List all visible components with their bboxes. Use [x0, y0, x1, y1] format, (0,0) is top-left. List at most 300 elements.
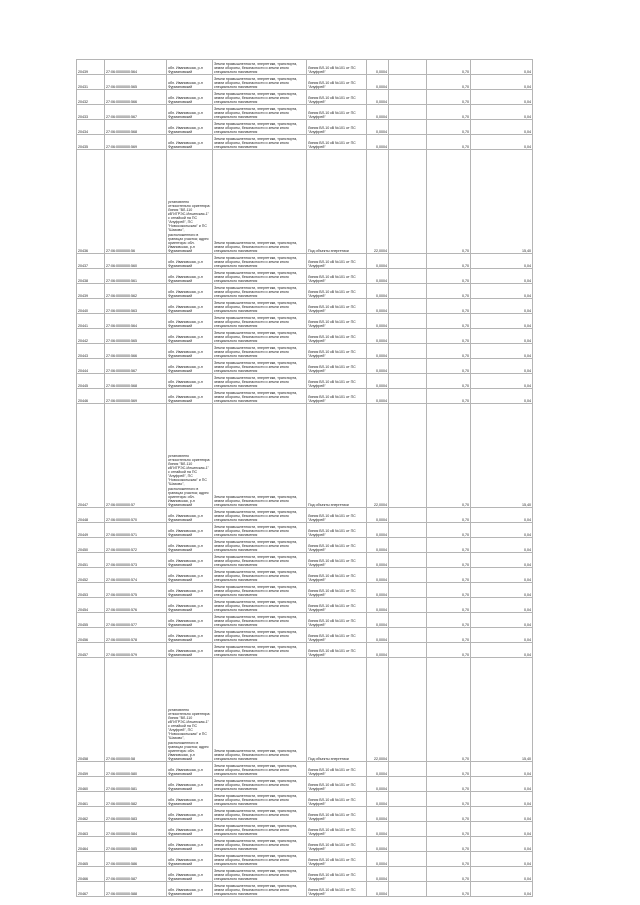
address-cell: обл. Ивановская, р-н Фурмановский [167, 329, 213, 344]
rate-value-cell: 0,70 [427, 523, 471, 538]
address-cell: обл. Ивановская, р-н Фурмановский [167, 60, 213, 75]
empty-cell-cell [389, 553, 427, 568]
rate-value-cell: 0,70 [427, 254, 471, 269]
rate-value-cell: 0,70 [427, 269, 471, 284]
address-cell: обл. Ивановская, р-н Фурмановский [167, 508, 213, 523]
address-cell: обл. Ивановская, р-н Фурмановский [167, 105, 213, 120]
table-row [77, 284, 533, 299]
amount-value-cell: 0,04 [471, 538, 533, 553]
land-category-cell: Земли промышленности, энергетики, транспорта, земли обороны, безопасности и земли иного специального назначения [213, 837, 307, 852]
empty-cell-cell [389, 389, 427, 404]
permitted-use-cell: Линия ВЛ-10 кВ №101 от ПС "Ануфрей" [307, 120, 367, 135]
permitted-use-cell: Линия ВЛ-10 кВ №101 от ПС "Ануфрей" [307, 60, 367, 75]
area-value-cell: 0,0004 [367, 60, 389, 75]
address-cell: обл. Ивановская, р-н Фурмановский [167, 852, 213, 867]
cadastral-number-cell: 27:06:0000000:580 [105, 762, 167, 777]
land-category-cell: Земли промышленности, энергетики, транспорта, земли обороны, безопасности и земли иного специального назначения [213, 150, 307, 254]
amount-value-cell: 0,04 [471, 882, 533, 897]
area-value-cell: 0,0004 [367, 598, 389, 613]
permitted-use-cell: Линия ВЛ-10 кВ №101 от ПС "Ануфрей" [307, 254, 367, 269]
amount-value-cell: 0,04 [471, 284, 533, 299]
amount-value-cell: 0,04 [471, 568, 533, 583]
land-category-cell: Земли промышленности, энергетики, транспорта, земли обороны, безопасности и земли иного специального назначения [213, 299, 307, 314]
address-cell: обл. Ивановская, р-н Фурмановский [167, 75, 213, 90]
cadastral-number-cell: 27:06:0000000:578 [105, 628, 167, 643]
row-id-cell: 20445 [77, 374, 105, 389]
address-cell: обл. Ивановская, р-н Фурмановский [167, 882, 213, 897]
address-cell: обл. Ивановская, р-н Фурмановский [167, 807, 213, 822]
land-category-cell: Земли промышленности, энергетики, транспорта, земли обороны, безопасности и земли иного специального назначения [213, 135, 307, 150]
amount-value-cell: 0,04 [471, 822, 533, 837]
row-id-cell: 20432 [77, 90, 105, 105]
area-value-cell: 0,0004 [367, 523, 389, 538]
amount-value-cell: 0,04 [471, 553, 533, 568]
address-cell: обл. Ивановская, р-н Фурмановский [167, 374, 213, 389]
address-cell: обл. Ивановская, р-н Фурмановский [167, 643, 213, 658]
area-value-cell: 0,0004 [367, 269, 389, 284]
empty-cell-cell [389, 60, 427, 75]
amount-value-cell: 0,04 [471, 777, 533, 792]
rate-value-cell: 0,70 [427, 643, 471, 658]
area-value-cell: 0,0004 [367, 254, 389, 269]
row-id-cell: 20450 [77, 538, 105, 553]
row-id-cell: 20458 [77, 658, 105, 762]
permitted-use-cell: Линия ВЛ-10 кВ №101 от ПС "Ануфрей" [307, 643, 367, 658]
address-cell: обл. Ивановская, р-н Фурмановский [167, 613, 213, 628]
table-row [77, 299, 533, 314]
land-category-cell: Земли промышленности, энергетики, транспорта, земли обороны, безопасности и земли иного специального назначения [213, 254, 307, 269]
cadastral-number-cell: 27:06:0000000:564 [105, 60, 167, 75]
permitted-use-cell: Линия ВЛ-10 кВ №101 от ПС "Ануфрей" [307, 583, 367, 598]
rate-value-cell: 0,70 [427, 150, 471, 254]
address-cell: обл. Ивановская, р-н Фурмановский [167, 568, 213, 583]
row-id-cell: 20451 [77, 553, 105, 568]
amount-value-cell: 15,40 [471, 404, 533, 508]
rate-value-cell: 0,70 [427, 852, 471, 867]
amount-value-cell: 0,04 [471, 120, 533, 135]
cadastral-number-cell: 27:06:0000000:568 [105, 374, 167, 389]
empty-cell-cell [389, 628, 427, 643]
empty-cell-cell [389, 284, 427, 299]
area-value-cell: 0,0004 [367, 882, 389, 897]
address-cell: обл. Ивановская, р-н Фурмановский [167, 538, 213, 553]
permitted-use-cell: Линия ВЛ-10 кВ №101 от ПС "Ануфрей" [307, 105, 367, 120]
address-cell: обл. Ивановская, р-н Фурмановский [167, 269, 213, 284]
table-row [77, 344, 533, 359]
cadastral-number-cell: 27:06:0000000:573 [105, 553, 167, 568]
rate-value-cell: 0,70 [427, 598, 471, 613]
empty-cell-cell [389, 105, 427, 120]
table-row [77, 553, 533, 568]
row-id-cell: 20448 [77, 508, 105, 523]
empty-cell-cell [389, 807, 427, 822]
address-cell: обл. Ивановская, р-н Фурмановский [167, 523, 213, 538]
rate-value-cell: 0,70 [427, 314, 471, 329]
land-category-cell: Земли промышленности, энергетики, транспорта, земли обороны, безопасности и земли иного специального назначения [213, 762, 307, 777]
cadastral-number-cell: 27:06:0000000:572 [105, 538, 167, 553]
land-category-cell: Земли промышленности, энергетики, транспорта, земли обороны, безопасности и земли иного специального назначения [213, 120, 307, 135]
table-row [77, 60, 533, 75]
amount-value-cell: 0,04 [471, 75, 533, 90]
rate-value-cell: 0,70 [427, 867, 471, 882]
amount-value-cell: 0,04 [471, 329, 533, 344]
land-category-cell: Земли промышленности, энергетики, транспорта, земли обороны, безопасности и земли иного специального назначения [213, 404, 307, 508]
land-category-cell: Земли промышленности, энергетики, транспорта, земли обороны, безопасности и земли иного специального назначения [213, 613, 307, 628]
permitted-use-cell: Линия ВЛ-10 кВ №101 от ПС "Ануфрей" [307, 344, 367, 359]
amount-value-cell: 0,04 [471, 508, 533, 523]
rate-value-cell: 0,70 [427, 613, 471, 628]
empty-cell-cell [389, 344, 427, 359]
area-value-cell: 22,0004 [367, 150, 389, 254]
row-id-cell: 20438 [77, 269, 105, 284]
table-row [77, 105, 533, 120]
amount-value-cell: 0,04 [471, 837, 533, 852]
amount-value-cell: 0,04 [471, 374, 533, 389]
cadastral-number-cell: 27:06:0000000:568 [105, 120, 167, 135]
empty-cell-cell [389, 314, 427, 329]
table-row [77, 867, 533, 882]
land-category-cell: Земли промышленности, энергетики, транспорта, земли обороны, безопасности и земли иного специального назначения [213, 389, 307, 404]
amount-value-cell: 0,04 [471, 344, 533, 359]
amount-value-cell: 0,04 [471, 852, 533, 867]
amount-value-cell: 15,40 [471, 150, 533, 254]
address-cell: обл. Ивановская, р-н Фурмановский [167, 254, 213, 269]
row-id-cell: 20463 [77, 822, 105, 837]
area-value-cell: 0,0004 [367, 837, 389, 852]
permitted-use-cell: Под объекты энергетики [307, 404, 367, 508]
empty-cell-cell [389, 508, 427, 523]
land-category-cell: Земли промышленности, энергетики, транспорта, земли обороны, безопасности и земли иного специального назначения [213, 807, 307, 822]
table-row [77, 852, 533, 867]
area-value-cell: 0,0004 [367, 299, 389, 314]
amount-value-cell: 0,04 [471, 598, 533, 613]
table-row [77, 135, 533, 150]
address-cell: обл. Ивановская, р-н Фурмановский [167, 284, 213, 299]
amount-value-cell: 0,04 [471, 299, 533, 314]
table-row [77, 389, 533, 404]
land-category-cell: Земли промышленности, энергетики, транспорта, земли обороны, безопасности и земли иного специального назначения [213, 777, 307, 792]
address-cell: обл. Ивановская, р-н Фурмановский [167, 792, 213, 807]
empty-cell-cell [389, 404, 427, 508]
empty-cell-cell [389, 269, 427, 284]
amount-value-cell: 0,04 [471, 60, 533, 75]
empty-cell-cell [389, 852, 427, 867]
rate-value-cell: 0,70 [427, 762, 471, 777]
land-category-cell: Земли промышленности, энергетики, транспорта, земли обороны, безопасности и земли иного специального назначения [213, 583, 307, 598]
empty-cell-cell [389, 867, 427, 882]
table-row [77, 329, 533, 344]
land-category-cell: Земли промышленности, энергетики, транспорта, земли обороны, безопасности и земли иного специального назначения [213, 284, 307, 299]
rate-value-cell: 0,70 [427, 105, 471, 120]
rate-value-cell: 0,70 [427, 807, 471, 822]
address-cell: установлено относительно ориентира: Линия "ВЛ-110 кВ"ИГРЭС-Ильинская-1" с отпайкой на ПС "Ануфрей", ПС "Новосокольская" и ПС "Шахово", расположенного в границах участка; адрес ориентира: обл. Ивановская, р-н Фурмановский [167, 404, 213, 508]
land-category-cell: Земли промышленности, энергетики, транспорта, земли обороны, безопасности и земли иного специального назначения [213, 60, 307, 75]
amount-value-cell: 0,04 [471, 90, 533, 105]
permitted-use-cell: Линия ВЛ-10 кВ №101 от ПС "Ануфрей" [307, 777, 367, 792]
area-value-cell: 0,0004 [367, 508, 389, 523]
table-row [77, 254, 533, 269]
empty-cell-cell [389, 299, 427, 314]
cadastral-number-cell: 27:06:0000000:565 [105, 75, 167, 90]
land-category-cell: Земли промышленности, энергетики, транспорта, земли обороны, безопасности и земли иного специального назначения [213, 598, 307, 613]
address-cell: обл. Ивановская, р-н Фурмановский [167, 344, 213, 359]
rate-value-cell: 0,70 [427, 344, 471, 359]
rate-value-cell: 0,70 [427, 374, 471, 389]
address-cell: обл. Ивановская, р-н Фурмановский [167, 389, 213, 404]
rate-value-cell: 0,70 [427, 299, 471, 314]
permitted-use-cell: Линия ВЛ-10 кВ №101 от ПС "Ануфрей" [307, 299, 367, 314]
permitted-use-cell: Линия ВЛ-10 кВ №101 от ПС "Ануфрей" [307, 613, 367, 628]
permitted-use-cell: Линия ВЛ-10 кВ №101 от ПС "Ануфрей" [307, 852, 367, 867]
empty-cell-cell [389, 822, 427, 837]
table-row [77, 792, 533, 807]
amount-value-cell: 0,04 [471, 583, 533, 598]
row-id-cell: 20444 [77, 359, 105, 374]
row-id-cell: 20440 [77, 299, 105, 314]
table-row [77, 658, 533, 762]
rate-value-cell: 0,70 [427, 389, 471, 404]
table-row [77, 75, 533, 90]
amount-value-cell: 0,04 [471, 314, 533, 329]
cadastral-number-cell: 27:06:0000000:583 [105, 807, 167, 822]
area-value-cell: 0,0004 [367, 329, 389, 344]
table-row [77, 583, 533, 598]
empty-cell-cell [389, 90, 427, 105]
rate-value-cell: 0,70 [427, 538, 471, 553]
rate-value-cell: 0,70 [427, 568, 471, 583]
row-id-cell: 20447 [77, 404, 105, 508]
land-category-cell: Земли промышленности, энергетики, транспорта, земли обороны, безопасности и земли иного специального назначения [213, 658, 307, 762]
amount-value-cell: 0,04 [471, 269, 533, 284]
cadastral-number-cell: 27:06:0000000:571 [105, 523, 167, 538]
rate-value-cell: 0,70 [427, 75, 471, 90]
area-value-cell: 0,0004 [367, 628, 389, 643]
row-id-cell: 20459 [77, 762, 105, 777]
area-value-cell: 0,0004 [367, 822, 389, 837]
empty-cell-cell [389, 762, 427, 777]
land-category-cell: Земли промышленности, энергетики, транспорта, земли обороны, безопасности и земли иного специального назначения [213, 867, 307, 882]
land-category-cell: Земли промышленности, энергетики, транспорта, земли обороны, безопасности и земли иного специального назначения [213, 568, 307, 583]
land-category-cell: Земли промышленности, энергетики, транспорта, земли обороны, безопасности и земли иного специального назначения [213, 269, 307, 284]
row-id-cell: 20433 [77, 105, 105, 120]
cadastral-number-cell: 27:06:0000000:584 [105, 822, 167, 837]
land-category-cell: Земли промышленности, энергетики, транспорта, земли обороны, безопасности и земли иного специального назначения [213, 329, 307, 344]
empty-cell-cell [389, 837, 427, 852]
table-row [77, 404, 533, 508]
permitted-use-cell: Линия ВЛ-10 кВ №101 от ПС "Ануфрей" [307, 807, 367, 822]
row-id-cell: 20443 [77, 344, 105, 359]
cadastral-number-cell: 27:06:0000000:585 [105, 837, 167, 852]
table-row [77, 120, 533, 135]
rate-value-cell: 0,70 [427, 120, 471, 135]
empty-cell-cell [389, 882, 427, 897]
rate-value-cell: 0,70 [427, 882, 471, 897]
amount-value-cell: 15,40 [471, 658, 533, 762]
permitted-use-cell: Линия ВЛ-10 кВ №101 от ПС "Ануфрей" [307, 867, 367, 882]
land-category-cell: Земли промышленности, энергетики, транспорта, земли обороны, безопасности и земли иного специального назначения [213, 553, 307, 568]
table-row [77, 538, 533, 553]
empty-cell-cell [389, 75, 427, 90]
address-cell: обл. Ивановская, р-н Фурмановский [167, 553, 213, 568]
amount-value-cell: 0,04 [471, 628, 533, 643]
empty-cell-cell [389, 374, 427, 389]
cadastral-number-cell: 27:06:0000000:565 [105, 329, 167, 344]
row-id-cell: 20462 [77, 807, 105, 822]
row-id-cell: 20442 [77, 329, 105, 344]
area-value-cell: 0,0004 [367, 613, 389, 628]
area-value-cell: 0,0004 [367, 374, 389, 389]
rate-value-cell: 0,70 [427, 329, 471, 344]
empty-cell-cell [389, 359, 427, 374]
land-category-cell: Земли промышленности, энергетики, транспорта, земли обороны, безопасности и земли иного специального назначения [213, 538, 307, 553]
area-value-cell: 0,0004 [367, 568, 389, 583]
area-value-cell: 0,0004 [367, 538, 389, 553]
empty-cell-cell [389, 568, 427, 583]
permitted-use-cell: Линия ВЛ-10 кВ №101 от ПС "Ануфрей" [307, 598, 367, 613]
table-row [77, 822, 533, 837]
address-cell: обл. Ивановская, р-н Фурмановский [167, 120, 213, 135]
row-id-cell: 20465 [77, 852, 105, 867]
cadastral-number-cell: 27:06:0000000:587 [105, 867, 167, 882]
row-id-cell: 20467 [77, 882, 105, 897]
cadastral-number-cell: 27:06:0000000:566 [105, 90, 167, 105]
address-cell: обл. Ивановская, р-н Фурмановский [167, 777, 213, 792]
table-row [77, 374, 533, 389]
row-id-cell: 20460 [77, 777, 105, 792]
permitted-use-cell: Линия ВЛ-10 кВ №101 от ПС "Ануфрей" [307, 538, 367, 553]
area-value-cell: 22,0004 [367, 658, 389, 762]
area-value-cell: 22,0004 [367, 404, 389, 508]
address-cell: установлено относительно ориентира: Линия "ВЛ-110 кВ"ИГРЭС-Ильинская-1" с отпайкой на ПС "Ануфрей", ПС "Новосокольская" и ПС "Шахово", расположенного в границах участка; адрес ориентира: обл. Ивановская, р-н Фурмановский [167, 150, 213, 254]
area-value-cell: 0,0004 [367, 314, 389, 329]
land-category-cell: Земли промышленности, энергетики, транспорта, земли обороны, безопасности и земли иного специального назначения [213, 628, 307, 643]
address-cell: обл. Ивановская, р-н Фурмановский [167, 299, 213, 314]
cadastral-number-cell: 27:06:0000000:563 [105, 299, 167, 314]
table-row [77, 598, 533, 613]
land-category-cell: Земли промышленности, энергетики, транспорта, земли обороны, безопасности и земли иного специального назначения [213, 314, 307, 329]
area-value-cell: 0,0004 [367, 792, 389, 807]
area-value-cell: 0,0004 [367, 852, 389, 867]
area-value-cell: 0,0004 [367, 807, 389, 822]
cadastral-number-cell: 27:06:0000000:562 [105, 284, 167, 299]
empty-cell-cell [389, 777, 427, 792]
row-id-cell: 20435 [77, 135, 105, 150]
empty-cell-cell [389, 329, 427, 344]
permitted-use-cell: Линия ВЛ-10 кВ №101 от ПС "Ануфрей" [307, 389, 367, 404]
table-row [77, 628, 533, 643]
area-value-cell: 0,0004 [367, 762, 389, 777]
amount-value-cell: 0,04 [471, 105, 533, 120]
permitted-use-cell: Линия ВЛ-10 кВ №101 от ПС "Ануфрей" [307, 882, 367, 897]
area-value-cell: 0,0004 [367, 120, 389, 135]
permitted-use-cell: Под объекты энергетики [307, 658, 367, 762]
cadastral-number-cell: 27:06:0000000:58 [105, 658, 167, 762]
empty-cell-cell [389, 538, 427, 553]
rate-value-cell: 0,70 [427, 777, 471, 792]
table-row [77, 807, 533, 822]
land-category-cell: Земли промышленности, энергетики, транспорта, земли обороны, безопасности и земли иного специального назначения [213, 852, 307, 867]
empty-cell-cell [389, 523, 427, 538]
table-row [77, 150, 533, 254]
empty-cell-cell [389, 135, 427, 150]
address-cell: обл. Ивановская, р-н Фурмановский [167, 762, 213, 777]
empty-cell-cell [389, 792, 427, 807]
row-id-cell: 20434 [77, 120, 105, 135]
table-row [77, 643, 533, 658]
row-id-cell: 20446 [77, 389, 105, 404]
permitted-use-cell: Под объекты энергетики [307, 150, 367, 254]
row-id-cell: 20452 [77, 568, 105, 583]
permitted-use-cell: Линия ВЛ-10 кВ №101 от ПС "Ануфрей" [307, 75, 367, 90]
area-value-cell: 0,0004 [367, 105, 389, 120]
table-row [77, 523, 533, 538]
land-category-cell: Земли промышленности, энергетики, транспорта, земли обороны, безопасности и земли иного специального назначения [213, 523, 307, 538]
cadastral-number-cell: 27:06:0000000:561 [105, 269, 167, 284]
table-row [77, 269, 533, 284]
area-value-cell: 0,0004 [367, 344, 389, 359]
cadastral-number-cell: 27:06:0000000:577 [105, 613, 167, 628]
permitted-use-cell: Линия ВЛ-10 кВ №101 от ПС "Ануфрей" [307, 568, 367, 583]
land-category-cell: Земли промышленности, энергетики, транспорта, земли обороны, безопасности и земли иного специального назначения [213, 508, 307, 523]
row-id-cell: 20437 [77, 254, 105, 269]
area-value-cell: 0,0004 [367, 135, 389, 150]
cadastral-number-cell: 27:06:0000000:581 [105, 777, 167, 792]
row-id-cell: 20439 [77, 60, 105, 75]
empty-cell-cell [389, 658, 427, 762]
parcel-table [76, 59, 533, 897]
permitted-use-cell: Линия ВЛ-10 кВ №101 от ПС "Ануфрей" [307, 359, 367, 374]
address-cell: обл. Ивановская, р-н Фурмановский [167, 867, 213, 882]
cadastral-number-cell: 27:06:0000000:566 [105, 344, 167, 359]
permitted-use-cell: Линия ВЛ-10 кВ №101 от ПС "Ануфрей" [307, 837, 367, 852]
cadastral-number-cell: 27:06:0000000:570 [105, 508, 167, 523]
row-id-cell: 20449 [77, 523, 105, 538]
table-row [77, 359, 533, 374]
cadastral-number-cell: 27:06:0000000:569 [105, 389, 167, 404]
amount-value-cell: 0,04 [471, 613, 533, 628]
rate-value-cell: 0,70 [427, 90, 471, 105]
permitted-use-cell: Линия ВЛ-10 кВ №101 от ПС "Ануфрей" [307, 374, 367, 389]
amount-value-cell: 0,04 [471, 254, 533, 269]
row-id-cell: 20455 [77, 613, 105, 628]
table-row [77, 777, 533, 792]
rate-value-cell: 0,70 [427, 837, 471, 852]
address-cell: установлено относительно ориентира: Линия "ВЛ-110 кВ"ИГРЭС-Ильинская-1" с отпайкой на ПС "Ануфрей", ПС "Новосокольская" и ПС "Шахово", расположенного в границах участка; адрес ориентира: обл. Ивановская, р-н Фурмановский [167, 658, 213, 762]
rate-value-cell: 0,70 [427, 508, 471, 523]
land-category-cell: Земли промышленности, энергетики, транспорта, земли обороны, безопасности и земли иного специального назначения [213, 90, 307, 105]
land-category-cell: Земли промышленности, энергетики, транспорта, земли обороны, безопасности и земли иного специального назначения [213, 344, 307, 359]
empty-cell-cell [389, 643, 427, 658]
cadastral-number-cell: 27:06:0000000:567 [105, 359, 167, 374]
address-cell: обл. Ивановская, р-н Фурмановский [167, 837, 213, 852]
address-cell: обл. Ивановская, р-н Фурмановский [167, 314, 213, 329]
address-cell: обл. Ивановская, р-н Фурмановский [167, 583, 213, 598]
amount-value-cell: 0,04 [471, 389, 533, 404]
area-value-cell: 0,0004 [367, 643, 389, 658]
rate-value-cell: 0,70 [427, 60, 471, 75]
row-id-cell: 20454 [77, 598, 105, 613]
row-id-cell: 20436 [77, 150, 105, 254]
row-id-cell: 20456 [77, 628, 105, 643]
address-cell: обл. Ивановская, р-н Фурмановский [167, 822, 213, 837]
amount-value-cell: 0,04 [471, 359, 533, 374]
permitted-use-cell: Линия ВЛ-10 кВ №101 от ПС "Ануфрей" [307, 762, 367, 777]
row-id-cell: 20441 [77, 314, 105, 329]
rate-value-cell: 0,70 [427, 822, 471, 837]
amount-value-cell: 0,04 [471, 867, 533, 882]
land-category-cell: Земли промышленности, энергетики, транспорта, земли обороны, безопасности и земли иного специального назначения [213, 359, 307, 374]
table-row [77, 762, 533, 777]
